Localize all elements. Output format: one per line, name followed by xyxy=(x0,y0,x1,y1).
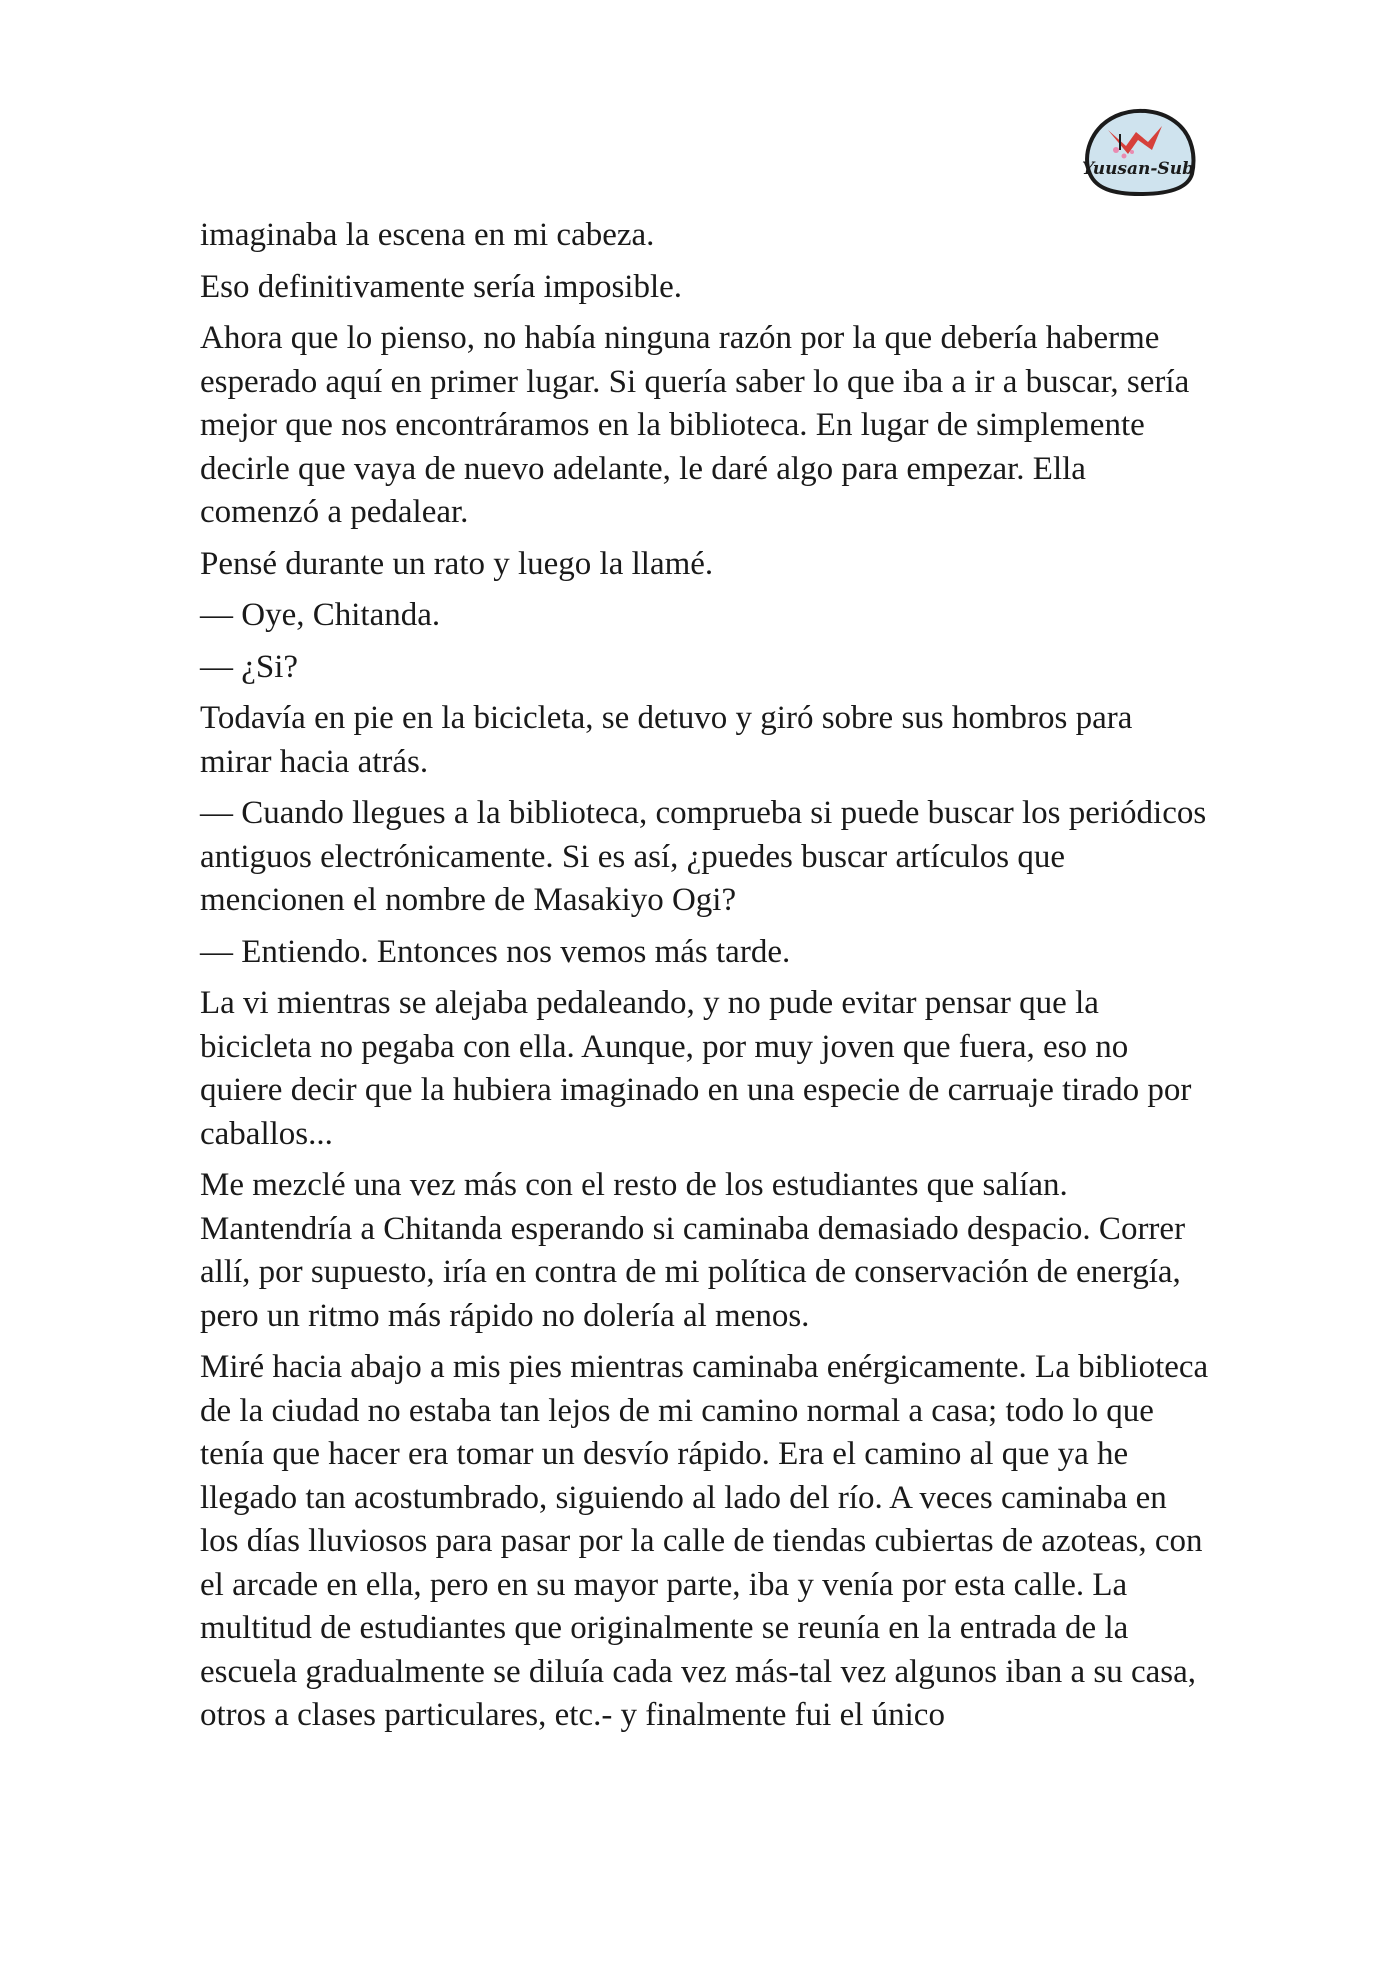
dialogue-line: — Cuando llegues a la biblioteca, comprueba si puede buscar los periódicos antiguos electrónicamente. Si es así, ¿puedes buscar artículos que mencionen el nombre de Masakiyo Ogi? xyxy=(200,795,1207,918)
dialogue-line: — Oye, Chitanda. xyxy=(200,597,441,633)
paragraph: imaginaba la escena en mi cabeza. xyxy=(200,217,655,253)
logo-text: Yuusan-Sub xyxy=(1082,159,1194,179)
logo-dot xyxy=(1130,150,1134,154)
paragraph: Todavía en pie en la bicicleta, se detuvo y giró sobre sus hombros para mirar hacia atrás. xyxy=(200,700,1133,780)
dialogue-line: — ¿Si? xyxy=(200,648,299,685)
logo-emblem-icon xyxy=(1078,104,1198,198)
paragraph: La vi mientras se alejaba pedaleando, y no pude evitar pensar que la bicicleta no pegaba con ella. Aunque, por muy joven que fuera, eso no quiere decir que la hubiera imaginado en una especie de carruaje tirado por caballos... xyxy=(200,985,1192,1152)
dialogue-line: — Entiendo. Entonces nos vemos más tarde. xyxy=(200,933,791,970)
document-body xyxy=(200,214,1210,1746)
logo-dot xyxy=(1113,147,1119,153)
paragraph: Eso definitivamente sería imposible. xyxy=(200,268,683,305)
paragraph: Me mezclé una vez más con el resto de los estudiantes que salían. Mantendría a Chitanda esperando si caminaba demasiado despacio. Correr allí, por supuesto, iría en contra de mi política de conservación de energía, pero un ritmo más rápido no dolería al menos. xyxy=(200,1167,1186,1334)
logo-blob-shape xyxy=(1087,111,1193,194)
paragraph: Pensé durante un rato y luego la llamé. xyxy=(200,545,714,582)
paragraph: Miré hacia abajo a mis pies mientras caminaba enérgicamente. La biblioteca de la ciudad no estaba tan lejos de mi camino normal a casa; todo lo que tenía que hacer era tomar un desvío rápido. Era el camino al que ya he llegado tan acostumbrado, siguiendo al lado del río. A veces caminaba en los días lluviosos para pasar por la calle de tiendas cubiertas de azoteas, con el arcade en ella, pero en su mayor parte, iba y venía por esta calle. La multitud de estudiantes que originalmente se reunía en la entrada de la escuela gradualmente se diluía cada vez más-tal vez algunos iban a su casa, otros a clases particulares, etc.- y finalmente fui el único xyxy=(200,1349,1209,1733)
logo-dot xyxy=(1122,154,1127,159)
paragraph: Ahora que lo pienso, no había ninguna razón por la que debería haberme esperado aquí en primer lugar. Si quería saber lo que iba a ir a buscar, sería mejor que nos encontráramos en la biblioteca. En lugar de simplemente decirle que vaya de nuevo adelante, le daré algo para empezar. Ella comenzó a pedalear. xyxy=(200,320,1190,530)
yuusan-sub-logo xyxy=(1078,104,1198,198)
